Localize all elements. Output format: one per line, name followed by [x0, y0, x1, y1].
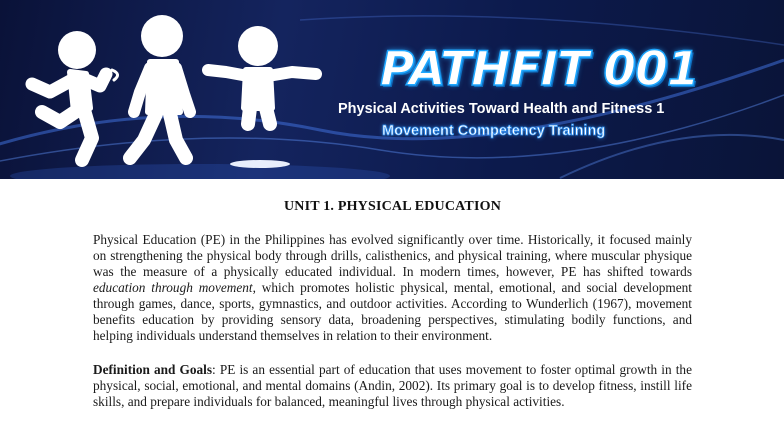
- definition-separator: :: [212, 362, 220, 377]
- light-swoosh: [560, 135, 784, 178]
- running-figure-icon: [32, 31, 118, 160]
- course-banner: [0, 0, 784, 179]
- jump-shadow: [230, 160, 290, 168]
- intro-paragraph: [93, 232, 692, 344]
- course-tagline: Movement Competency Training: [382, 123, 606, 139]
- intro-emphasis: education through movement: [93, 280, 253, 295]
- definition-paragraph: [93, 362, 692, 410]
- course-title: PATHFIT 001: [380, 42, 699, 97]
- intro-text-start: Physical Education (PE) in the Philippines has evolved significantly over time. Historically, it focused mainly on strengthening the physical body through drills, calisthenics, and physical training, where muscular physique was the measure of a physically educated individual. In modern times, however, PE has shifted towards: [93, 232, 692, 279]
- course-subtitle: Physical Activities Toward Health and Fitness 1: [338, 101, 665, 117]
- walking-figure-icon: [130, 15, 190, 158]
- definition-text: PE is an essential part of education that uses movement to foster optimal growth in the physical, social, emotional, and mental domains (Andin, 2002). Its primary goal is to develop fitness, instill life skills, and prepare individuals for balanced, meaningful lives through physical activities.: [93, 362, 692, 409]
- document-body: [93, 198, 692, 428]
- definition-label: Definition and Goals: [93, 362, 213, 377]
- jumping-figure-icon: [208, 26, 316, 124]
- floor-glow: [10, 164, 390, 179]
- unit-heading: UNIT 1. PHYSICAL EDUCATION: [283, 199, 502, 214]
- intro-text-end: , which promotes holistic physical, mental, emotional, and social development through games, dance, sports, gymnastics, and outdoor activities. According to Wunderlich (1967), movement benefits education by providing sensory data, broadening perspectives, stimulating bodily functions, and helping individuals understand themselves in relation to their environment.: [93, 280, 692, 343]
